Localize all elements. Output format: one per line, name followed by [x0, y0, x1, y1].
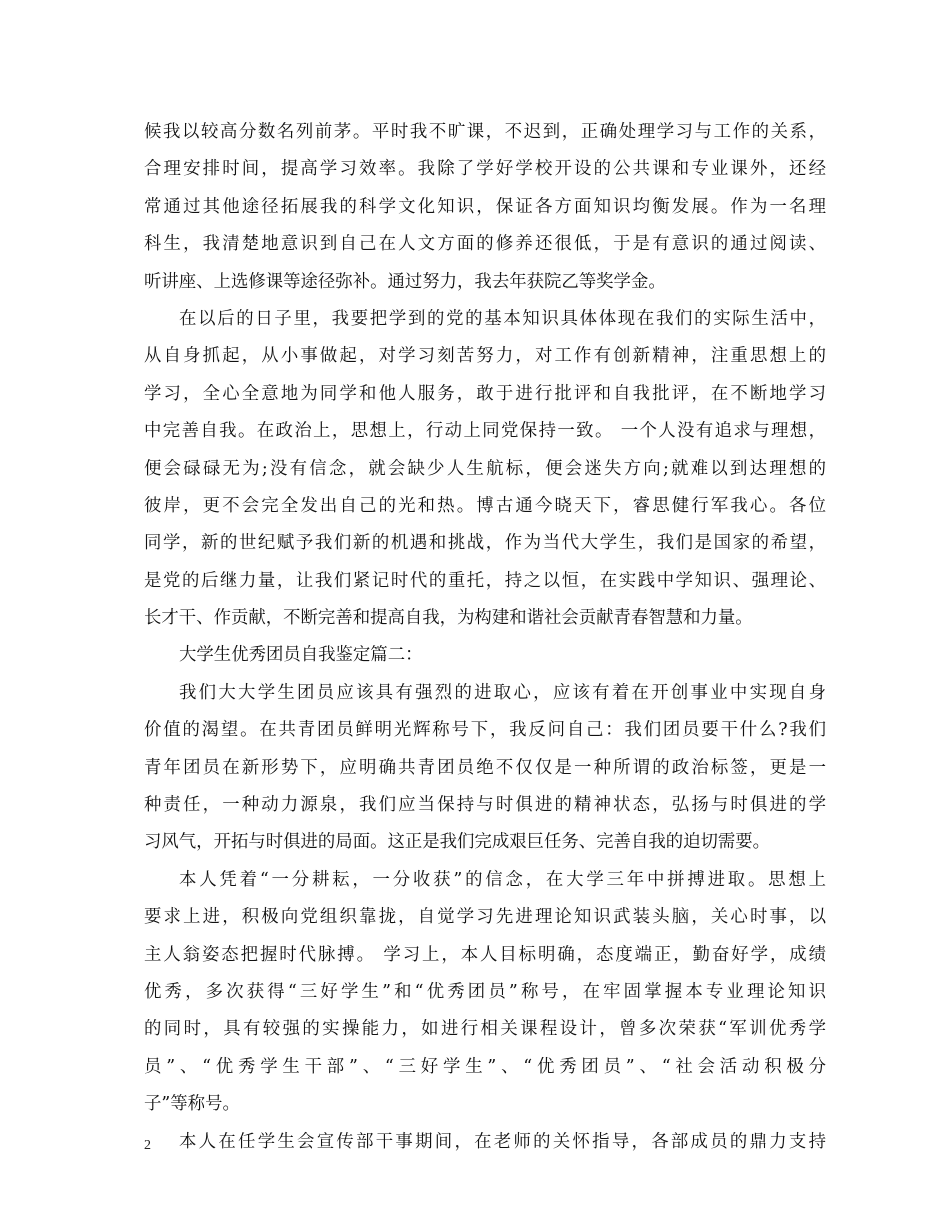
text-line: 候我以较高分数名列前茅。平时我不旷课，不迟到，正确处理学习与工作的关系， [144, 122, 826, 142]
text-line: 长才干、作贡献，不断完善和提高自我，为构建和谐社会贡献青春智慧和力量。 [144, 608, 753, 629]
text-line: 本人凭着“一分耕耘，一分收获”的信念，在大学三年中拼搏进取。思想上 [179, 869, 826, 890]
text-line: 的同时，具有较强的实操能力，如进行相关课程设计，曾多次荣获“军训优秀学 [144, 1019, 826, 1040]
text-line: 同学，新的世纪赋予我们新的机遇和挑战，作为当代大学生，我们是国家的希望， [144, 533, 826, 554]
text-line: 员”、“优秀学生干部”、“三好学生”、“优秀团员”、“社会活动积极分 [144, 1056, 826, 1077]
text-line: 优秀，多次获得“三好学生”和“优秀团员”称号，在牢固掌握本专业理论知识 [144, 981, 826, 1002]
text-line: 习风气，开拓与时俱进的局面。这正是我们完成艰巨任务、完善自我的迫切需要。 [144, 832, 771, 853]
text-line: 在以后的日子里，我要把学到的党的基本知识具体体现在我们的实际生活中， [179, 308, 826, 329]
page-number: 2 [144, 1138, 151, 1153]
text-line: 是党的后继力量，让我们紧记时代的重托，持之以恒，在实践中学知识、强理论、 [144, 570, 826, 591]
section-heading: 大学生优秀团员自我鉴定篇二： [179, 645, 423, 666]
text-line: 科生，我清楚地意识到自己在人文方面的修养还很低，于是有意识的通过阅读、 [144, 234, 826, 255]
text-line: 中完善自我。在政治上，思想上，行动上同党保持一致。 一个人没有追求与理想， [144, 421, 826, 442]
text-line: 便会碌碌无为;没有信念，就会缺少人生航标，便会迷失方向;就难以到达理想的 [144, 458, 826, 479]
text-line: 主人翁姿态把握时代脉搏。 学习上，本人目标明确，态度端正，勤奋好学，成绩 [144, 944, 826, 965]
text-line: 从自身抓起，从小事做起，对学习刻苦努力，对工作有创新精神，注重思想上的 [144, 346, 826, 367]
text-line: 本人在任学生会宣传部干事期间，在老师的关怀指导，各部成员的鼎力支持 [179, 1131, 826, 1152]
text-line: 价值的渴望。在共青团员鲜明光辉称号下，我反问自己：我们团员要干什么?我们 [144, 720, 826, 741]
text-line: 彼岸，更不会完全发出自己的光和热。博古通今晓天下，睿思健行军我心。各位 [144, 495, 826, 516]
text-line: 要求上进，积极向党组织靠拢，自觉学习先进理论知识武装头脑，关心时事，以 [144, 907, 826, 928]
text-line: 合理安排时间，提高学习效率。我除了学好学校开设的公共课和专业课外，还经 [144, 159, 826, 180]
text-line: 我们大大学生团员应该具有强烈的进取心，应该有着在开创事业中实现自身 [179, 682, 826, 703]
text-line: 种责任，一种动力源泉，我们应当保持与时俱进的精神状态，弘扬与时俱进的学 [144, 795, 826, 816]
text-line: 学习，全心全意地为同学和他人服务，敢于进行批评和自我批评，在不断地学习 [144, 383, 826, 404]
text-line: 听讲座、上选修课等途径弥补。通过努力，我去年获院乙等奖学金。 [144, 271, 666, 292]
text-line: 青年团员在新形势下，应明确共青团员绝不仅仅是一种所谓的政治标签，更是一 [144, 757, 826, 778]
body-text [144, 114, 826, 1161]
text-line: 子”等称号。 [144, 1094, 240, 1115]
text-line: 常通过其他途径拓展我的科学文化知识，保证各方面知识均衡发展。作为一名理 [144, 196, 826, 217]
